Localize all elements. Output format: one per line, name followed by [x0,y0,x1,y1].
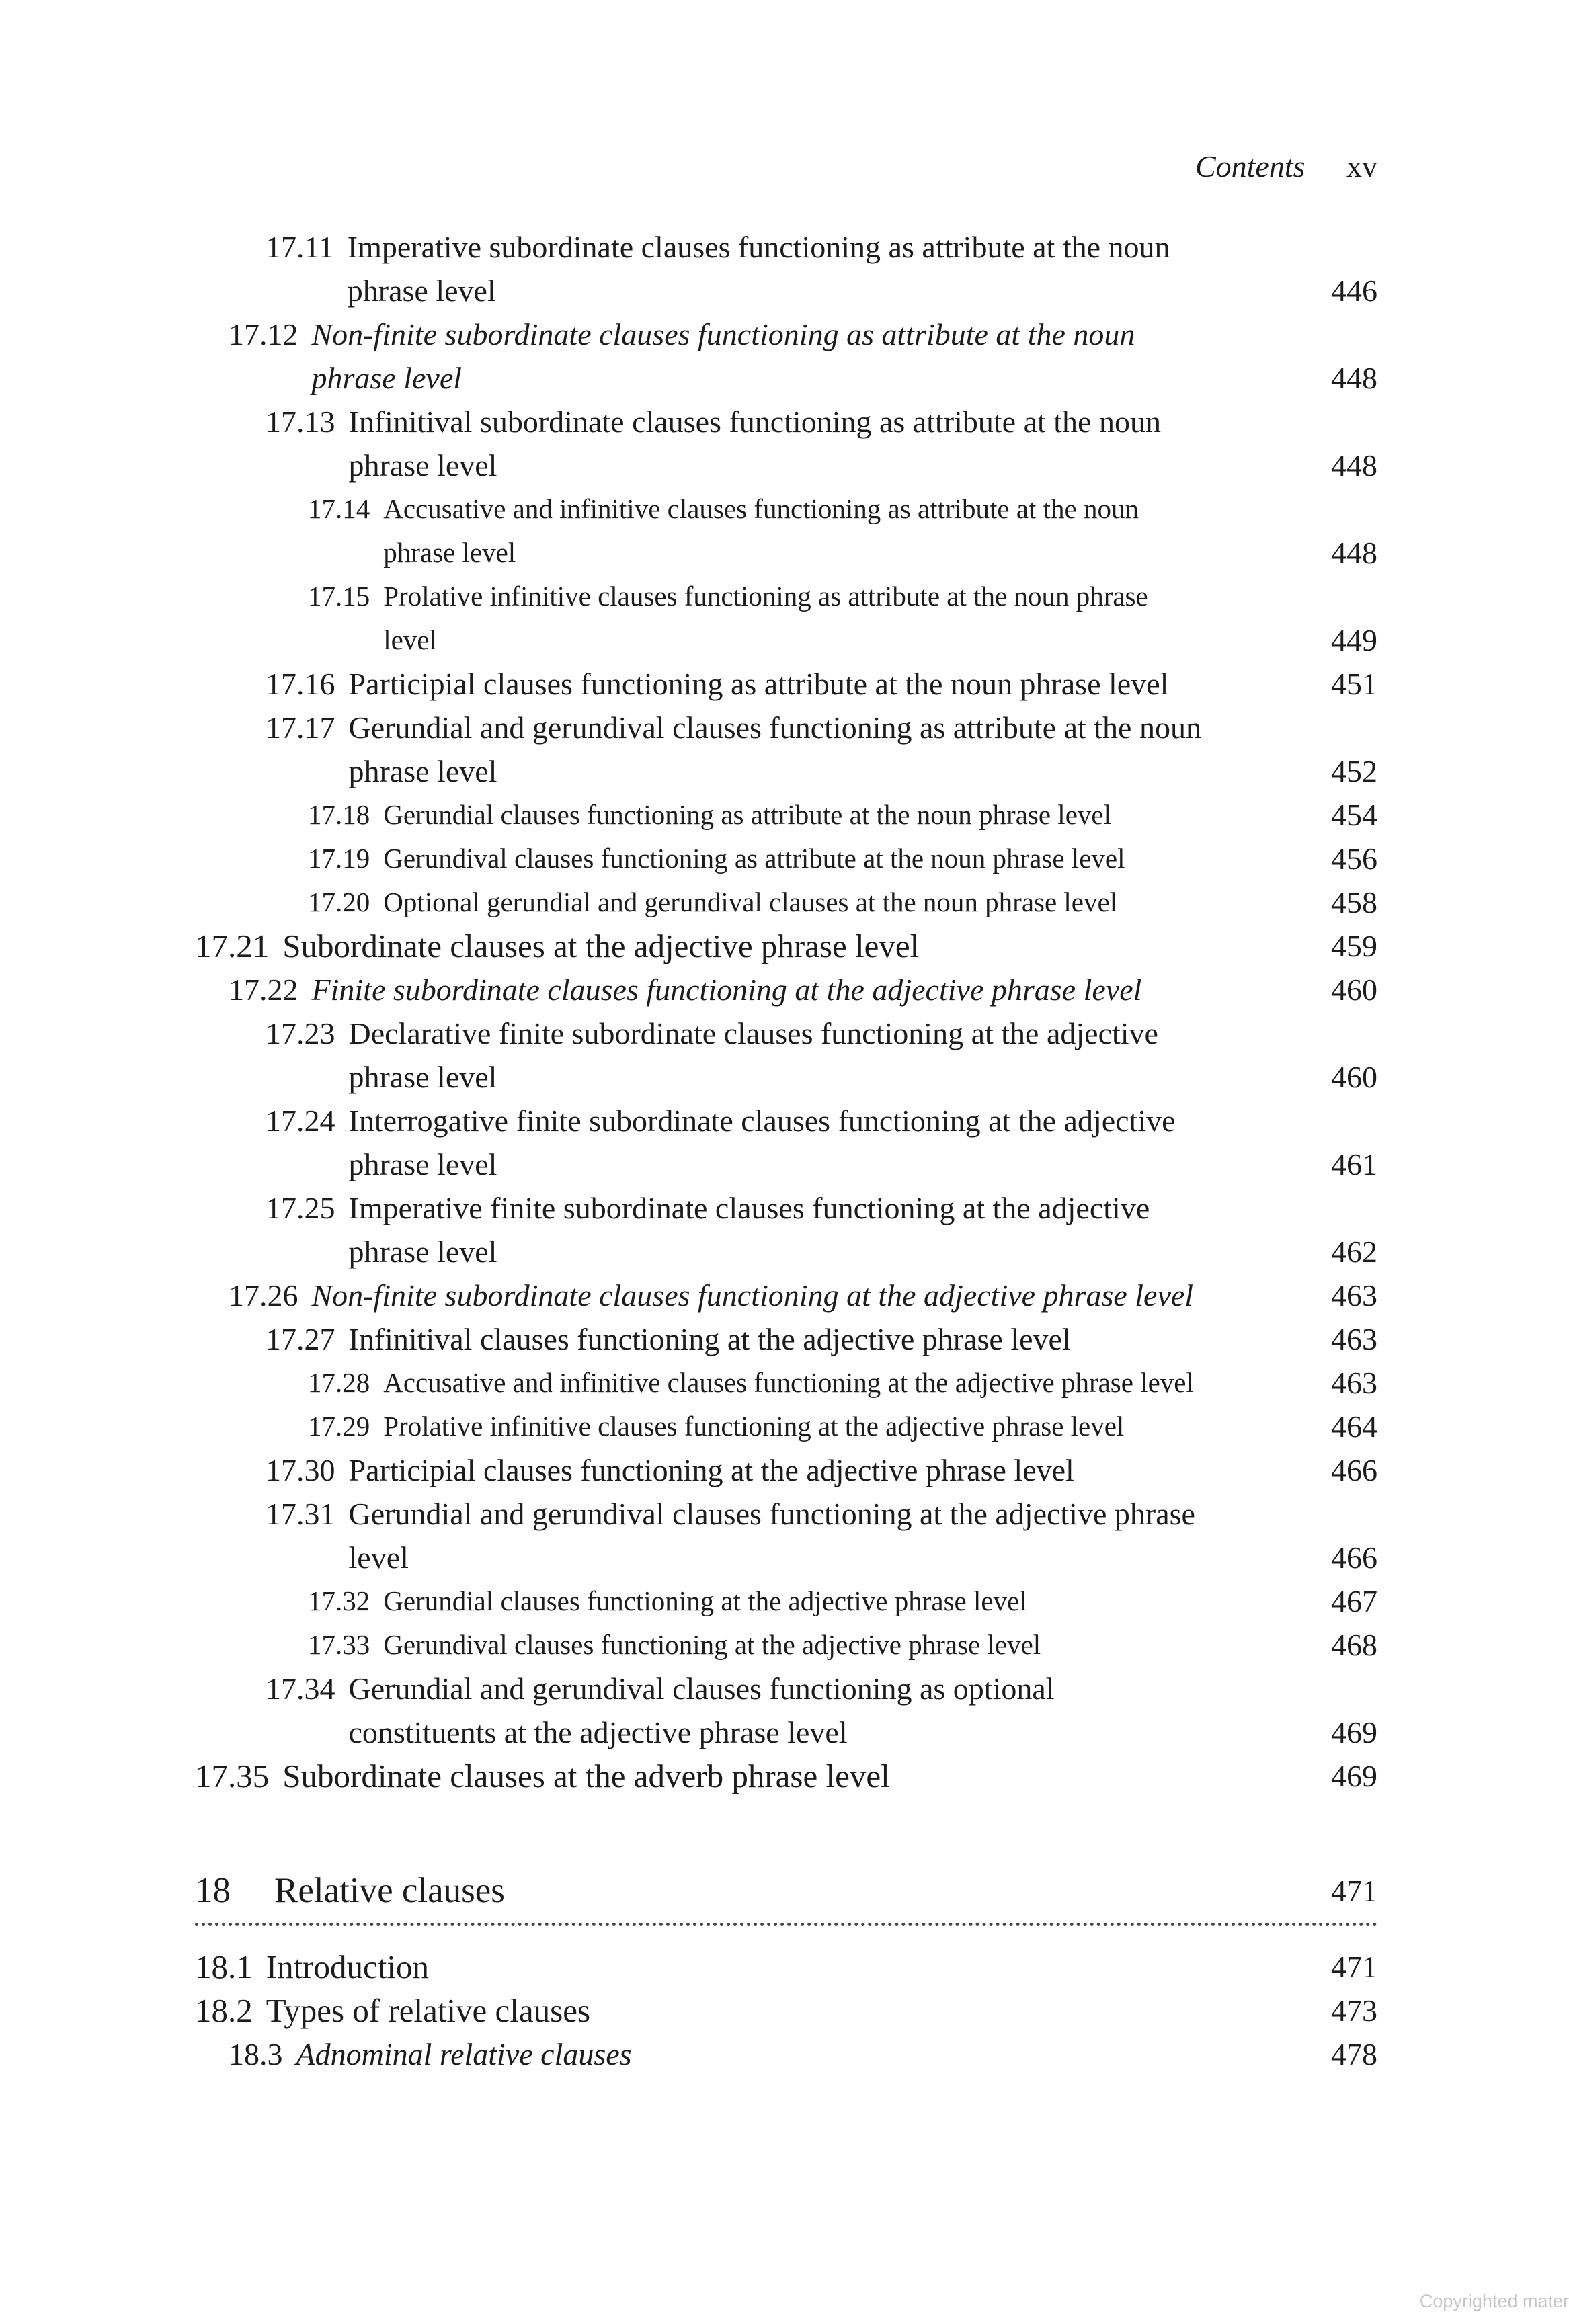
page-number: 448 [1331,448,1377,483]
toc-entry[interactable] [0,1274,1569,1317]
page-number: 448 [1331,361,1377,395]
section-number: 17.34 [266,1671,335,1706]
page-number: 469 [1331,1759,1377,1793]
toc-entry[interactable] [0,225,1569,313]
section-number: 17.33 [308,1629,370,1660]
dotted-rule [195,1923,1377,1926]
section-number: 17.12 [229,317,298,351]
section-number: 17.29 [308,1411,370,1442]
section-title: Gerundial clauses functioning as attribute at the noun phrase level [383,799,1111,830]
section-title: Participial clauses functioning at the adjective phrase level [348,1453,1074,1487]
section-title: Finite subordinate clauses functioning at the adjective phrase level [311,972,1142,1007]
toc-entry[interactable] [0,400,1569,487]
running-header [1195,147,1377,187]
section-number: 17.30 [266,1453,335,1487]
page-number: 467 [1331,1584,1377,1618]
section-number: 18.1 [195,1948,253,1985]
toc-entry[interactable] [0,1667,1569,1754]
chapter-number: 18 [195,1871,231,1910]
section-title: Participial clauses functioning as attribute at the noun phrase level [348,667,1169,701]
page-number: 456 [1331,841,1377,876]
toc-entry[interactable] [0,1011,1569,1099]
copyright-watermark: Copyrighted mater [1419,2291,1569,2311]
toc-entry[interactable] [0,1989,1569,2032]
section-number: 17.21 [195,927,270,964]
page-number: 469 [1331,1715,1377,1749]
page-number: 464 [1331,1409,1377,1444]
section-title: Infinitival clauses functioning at the adjective phrase level [348,1322,1071,1356]
toc-entry[interactable] [0,1405,1569,1448]
running-header-label: Contents [1195,149,1305,183]
section-title: Gerundival clauses functioning as attribute at the noun phrase level [383,843,1125,874]
section-number: 17.31 [266,1497,335,1531]
page-number: 478 [1331,2037,1377,2071]
section-title: Interrogative finite subordinate clauses functioning at the adjective phrase level [348,1104,1176,1181]
page-number: 462 [1331,1235,1377,1269]
toc-entry[interactable] [0,1099,1569,1186]
toc-entry[interactable] [0,924,1569,968]
toc-entry[interactable] [0,880,1569,924]
section-number: 17.23 [266,1016,335,1050]
page-numeral: xv [1346,149,1377,183]
toc-entry[interactable] [0,793,1569,837]
section-title: Gerundial and gerundival clauses functioning as optional constituents at the adjective phrase level [348,1671,1055,1749]
toc-entry[interactable] [0,1186,1569,1274]
section-number: 18.2 [195,1992,253,2029]
section-title: Optional gerundial and gerundival clauses at the noun phrase level [383,886,1118,917]
section-title: Gerundial and gerundival clauses functioning at the adjective phrase level [348,1497,1195,1575]
toc-entry[interactable] [0,1361,1569,1405]
chapter-title: Relative clauses [274,1871,505,1910]
section-number: 17.32 [308,1585,370,1616]
section-title: Adnominal relative clauses [296,2037,632,2071]
toc-entry[interactable] [0,1317,1569,1361]
section-title: Imperative finite subordinate clauses functioning at the adjective phrase level [348,1191,1150,1269]
section-number: 17.28 [308,1367,370,1398]
toc-entry[interactable] [0,2032,1569,2076]
page-number: 463 [1331,1278,1377,1313]
section-title: Imperative subordinate clauses functioning as attribute at the noun phrase level [347,230,1170,308]
toc-entry[interactable] [0,487,1569,575]
page-number: 459 [1331,929,1377,963]
section-title: Accusative and infinitive clauses functioning as attribute at the noun phrase level [383,493,1139,568]
page-number: 460 [1331,972,1377,1007]
section-title: Gerundival clauses functioning at the adjective phrase level [383,1629,1041,1660]
section-number: 17.27 [266,1322,335,1356]
section-title: Types of relative clauses [266,1992,591,2029]
section-number: 17.13 [266,405,335,439]
section-title: Non-finite subordinate clauses functioning as attribute at the noun phrase level [311,317,1135,395]
toc-list [0,225,1569,1798]
section-number: 17.24 [266,1104,335,1138]
section-title: Gerundial clauses functioning at the adjective phrase level [383,1585,1027,1616]
page-number: 466 [1331,1453,1377,1487]
section-title: Subordinate clauses at the adverb phrase level [282,1757,890,1794]
page-number: 448 [1331,536,1377,570]
page-number: 463 [1331,1366,1377,1400]
page-number: 473 [1331,1993,1377,2028]
section-title: Subordinate clauses at the adjective phrase level [282,927,920,964]
toc-entry[interactable] [0,662,1569,706]
section-title: Introduction [266,1948,429,1985]
page-number: 451 [1331,667,1377,701]
page-number: 449 [1331,623,1377,657]
section-number: 17.16 [266,667,335,701]
section-title: Gerundial and gerundival clauses functioning as attribute at the noun phrase level [348,710,1201,788]
toc-entry[interactable] [0,313,1569,400]
section-number: 18.3 [229,2037,283,2071]
page-number: 461 [1331,1147,1377,1181]
page-number: 458 [1331,885,1377,919]
toc-entry[interactable] [0,837,1569,880]
chapter-heading[interactable] [195,1865,1377,1925]
toc-entry[interactable] [0,1492,1569,1579]
section-title: Declarative finite subordinate clauses functioning at the adjective phrase level [348,1016,1158,1094]
section-title: Prolative infinitive clauses functioning as attribute at the noun phrase level [383,581,1148,655]
section-number: 17.15 [308,581,370,612]
section-title: Infinitival subordinate clauses functioning as attribute at the noun phrase level [348,405,1161,483]
toc-entry[interactable] [0,706,1569,793]
toc-entry[interactable] [0,1579,1569,1623]
section-number: 17.20 [308,886,370,917]
page-number: 466 [1331,1540,1377,1575]
toc-entry[interactable] [0,968,1569,1011]
section-title: Prolative infinitive clauses functioning at the adjective phrase level [383,1411,1125,1442]
page-number: 446 [1331,274,1377,308]
chapter-page-number: 471 [1331,1874,1377,1908]
section-number: 17.11 [266,230,334,264]
page-number: 463 [1331,1322,1377,1356]
toc-entry[interactable] [0,1945,1569,1989]
section-number: 17.25 [266,1191,335,1225]
chapter-toc-list [0,1945,1569,2076]
toc-entry[interactable] [0,1448,1569,1492]
page-number: 452 [1331,754,1377,788]
page-number: 460 [1331,1060,1377,1094]
page-number: 454 [1331,798,1377,832]
toc-entry[interactable] [0,1623,1569,1667]
page-number: 468 [1331,1628,1377,1662]
toc-entry[interactable] [0,1754,1569,1798]
page-number: 471 [1331,1950,1377,1984]
section-number: 17.19 [308,843,370,874]
section-title: Accusative and infinitive clauses functioning at the adjective phrase level [383,1367,1194,1398]
section-number: 17.17 [266,710,335,745]
section-number: 17.35 [195,1757,270,1794]
section-number: 17.14 [308,493,370,524]
section-number: 17.26 [229,1278,298,1313]
section-title: Non-finite subordinate clauses functioning at the adjective phrase level [311,1278,1194,1313]
section-number: 17.22 [229,972,298,1007]
toc-entry[interactable] [0,575,1569,662]
section-number: 17.18 [308,799,370,830]
